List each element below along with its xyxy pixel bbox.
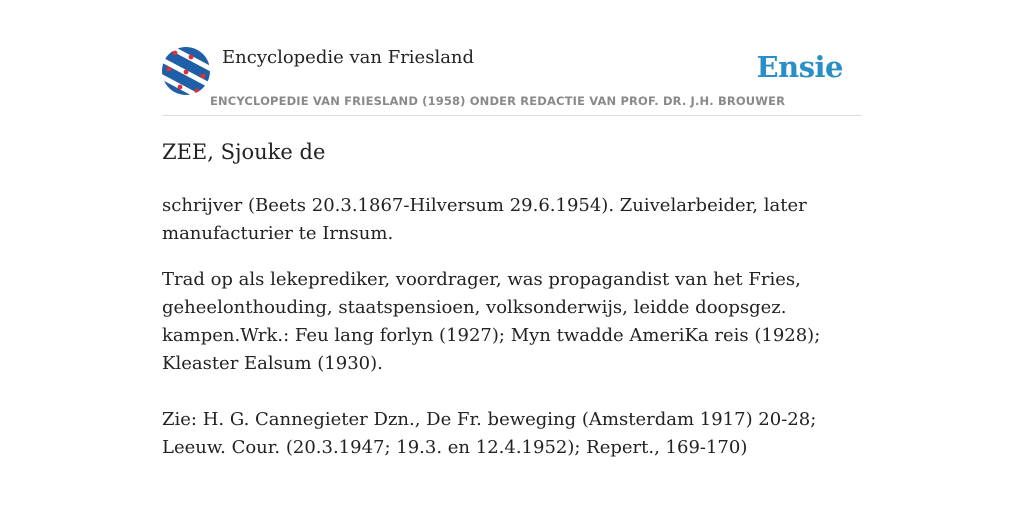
article-paragraph-2: Trad op als lekeprediker, voordrager, was propagandist van het Fries, geheelonthouding, staatspensioen, volksonderwijs, leidde doopsgez. kampen.Wrk.: Feu lang forlyn (1927); Myn twadde AmeriKa reis (1928); Kleaster Ealsum (1930). [162, 269, 821, 374]
frisian-flag-logo-icon[interactable] [162, 47, 210, 95]
site-header [162, 44, 862, 116]
site-name[interactable]: Encyclopedie van Friesland [222, 47, 475, 68]
ensie-brand-logo[interactable]: Ensie [756, 50, 843, 84]
header-divider [162, 115, 862, 116]
article-paragraph-1: schrijver (Beets 20.3.1867-Hilversum 29.6.1954). Zuivelarbeider, later manufacturier te Irnsum. [162, 195, 807, 244]
encyclopedia-subtitle: ENCYCLOPEDIE VAN FRIESLAND (1958) ONDER REDACTIE VAN PROF. DR. J.H. BROUWER [210, 94, 786, 108]
article-title: ZEE, Sjouke de [162, 140, 326, 164]
article-paragraph-references: Zie: H. G. Cannegieter Dzn., De Fr. beweging (Amsterdam 1917) 20-28; Leeuw. Cour. (20.3.1947; 19.3. en 12.4.1952); Repert., 169-170) [162, 409, 817, 458]
